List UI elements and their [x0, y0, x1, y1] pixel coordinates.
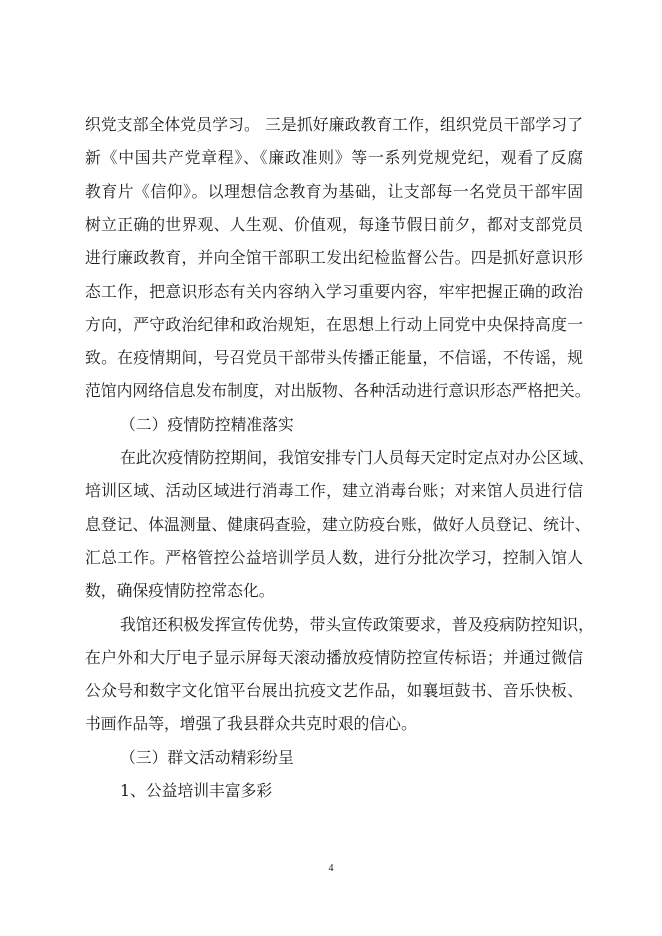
body-text-line: 教育片《信仰》。以理想信念教育为基础，让支部每一名党员干部牢固	[85, 182, 583, 201]
body-text-line: 公众号和数字文化馆平台展出抗疫文艺作品，如襄垣鼓书、音乐快板、	[85, 681, 583, 700]
body-text-line: 息登记、体温测量、健康码查验，建立防疫台账，做好人员登记、统计、	[85, 515, 591, 534]
body-text-line: 汇总工作。严格管控公益培训学员人数，进行分批次学习，控制入馆人	[85, 548, 583, 567]
body-text-line: 在户外和大厅电子显示屏每天滚动播放疫情防控宣传标语；并通过微信	[85, 648, 583, 667]
body-text-line: 织党支部全体党员学习。 三是抓好廉政教育工作，组织党员干部学习了	[85, 115, 583, 134]
body-text-line: 书画作品等，增强了我县群众共克时艰的信心。	[85, 714, 417, 733]
body-text-line: 态工作，把意识形态有关内容纳入学习重要内容，牢牢把握正确的政治	[85, 282, 583, 301]
body-text-line: 进行廉政教育，并向全馆干部职工发出纪检监督公告。四是抓好意识形	[85, 248, 583, 267]
body-text-line: 致。在疫情期间，号召党员干部带头传播正能量，不信谣，不传谣，规	[85, 348, 583, 367]
body-text-line: 方向，严守政治纪律和政治规矩，在思想上行动上同党中央保持高度一	[85, 315, 583, 334]
section-heading: （三）群文活动精彩纷呈	[120, 748, 294, 767]
section-heading: （二）疫情防控精准落实	[120, 415, 294, 434]
body-text-line: 新《中国共产党章程》、《廉政准则》等一系列党规党纪，观看了反腐	[85, 148, 583, 167]
body-text-line: 我馆还积极发挥宣传优势，带头宣传政策要求，普及疫病防控知识，	[120, 615, 594, 634]
body-text-line: 培训区域、活动区域进行消毒工作，建立消毒台账；对来馆人员进行信	[85, 481, 583, 500]
body-text-line: 数，确保疫情防控常态化。	[85, 581, 275, 600]
subsection-heading: 1、公益培训丰富多彩	[120, 781, 273, 800]
body-text-line: 树立正确的世界观、人生观、价值观，每逢节假日前夕，都对支部党员	[85, 215, 583, 234]
body-text-line: 范馆内网络信息发布制度，对出版物、各种活动进行意识形态严格把关。	[85, 381, 591, 400]
page-number: 4	[328, 863, 334, 874]
body-text-line: 在此次疫情防控期间，我馆安排专门人员每天定时定点对办公区域、	[120, 448, 594, 467]
